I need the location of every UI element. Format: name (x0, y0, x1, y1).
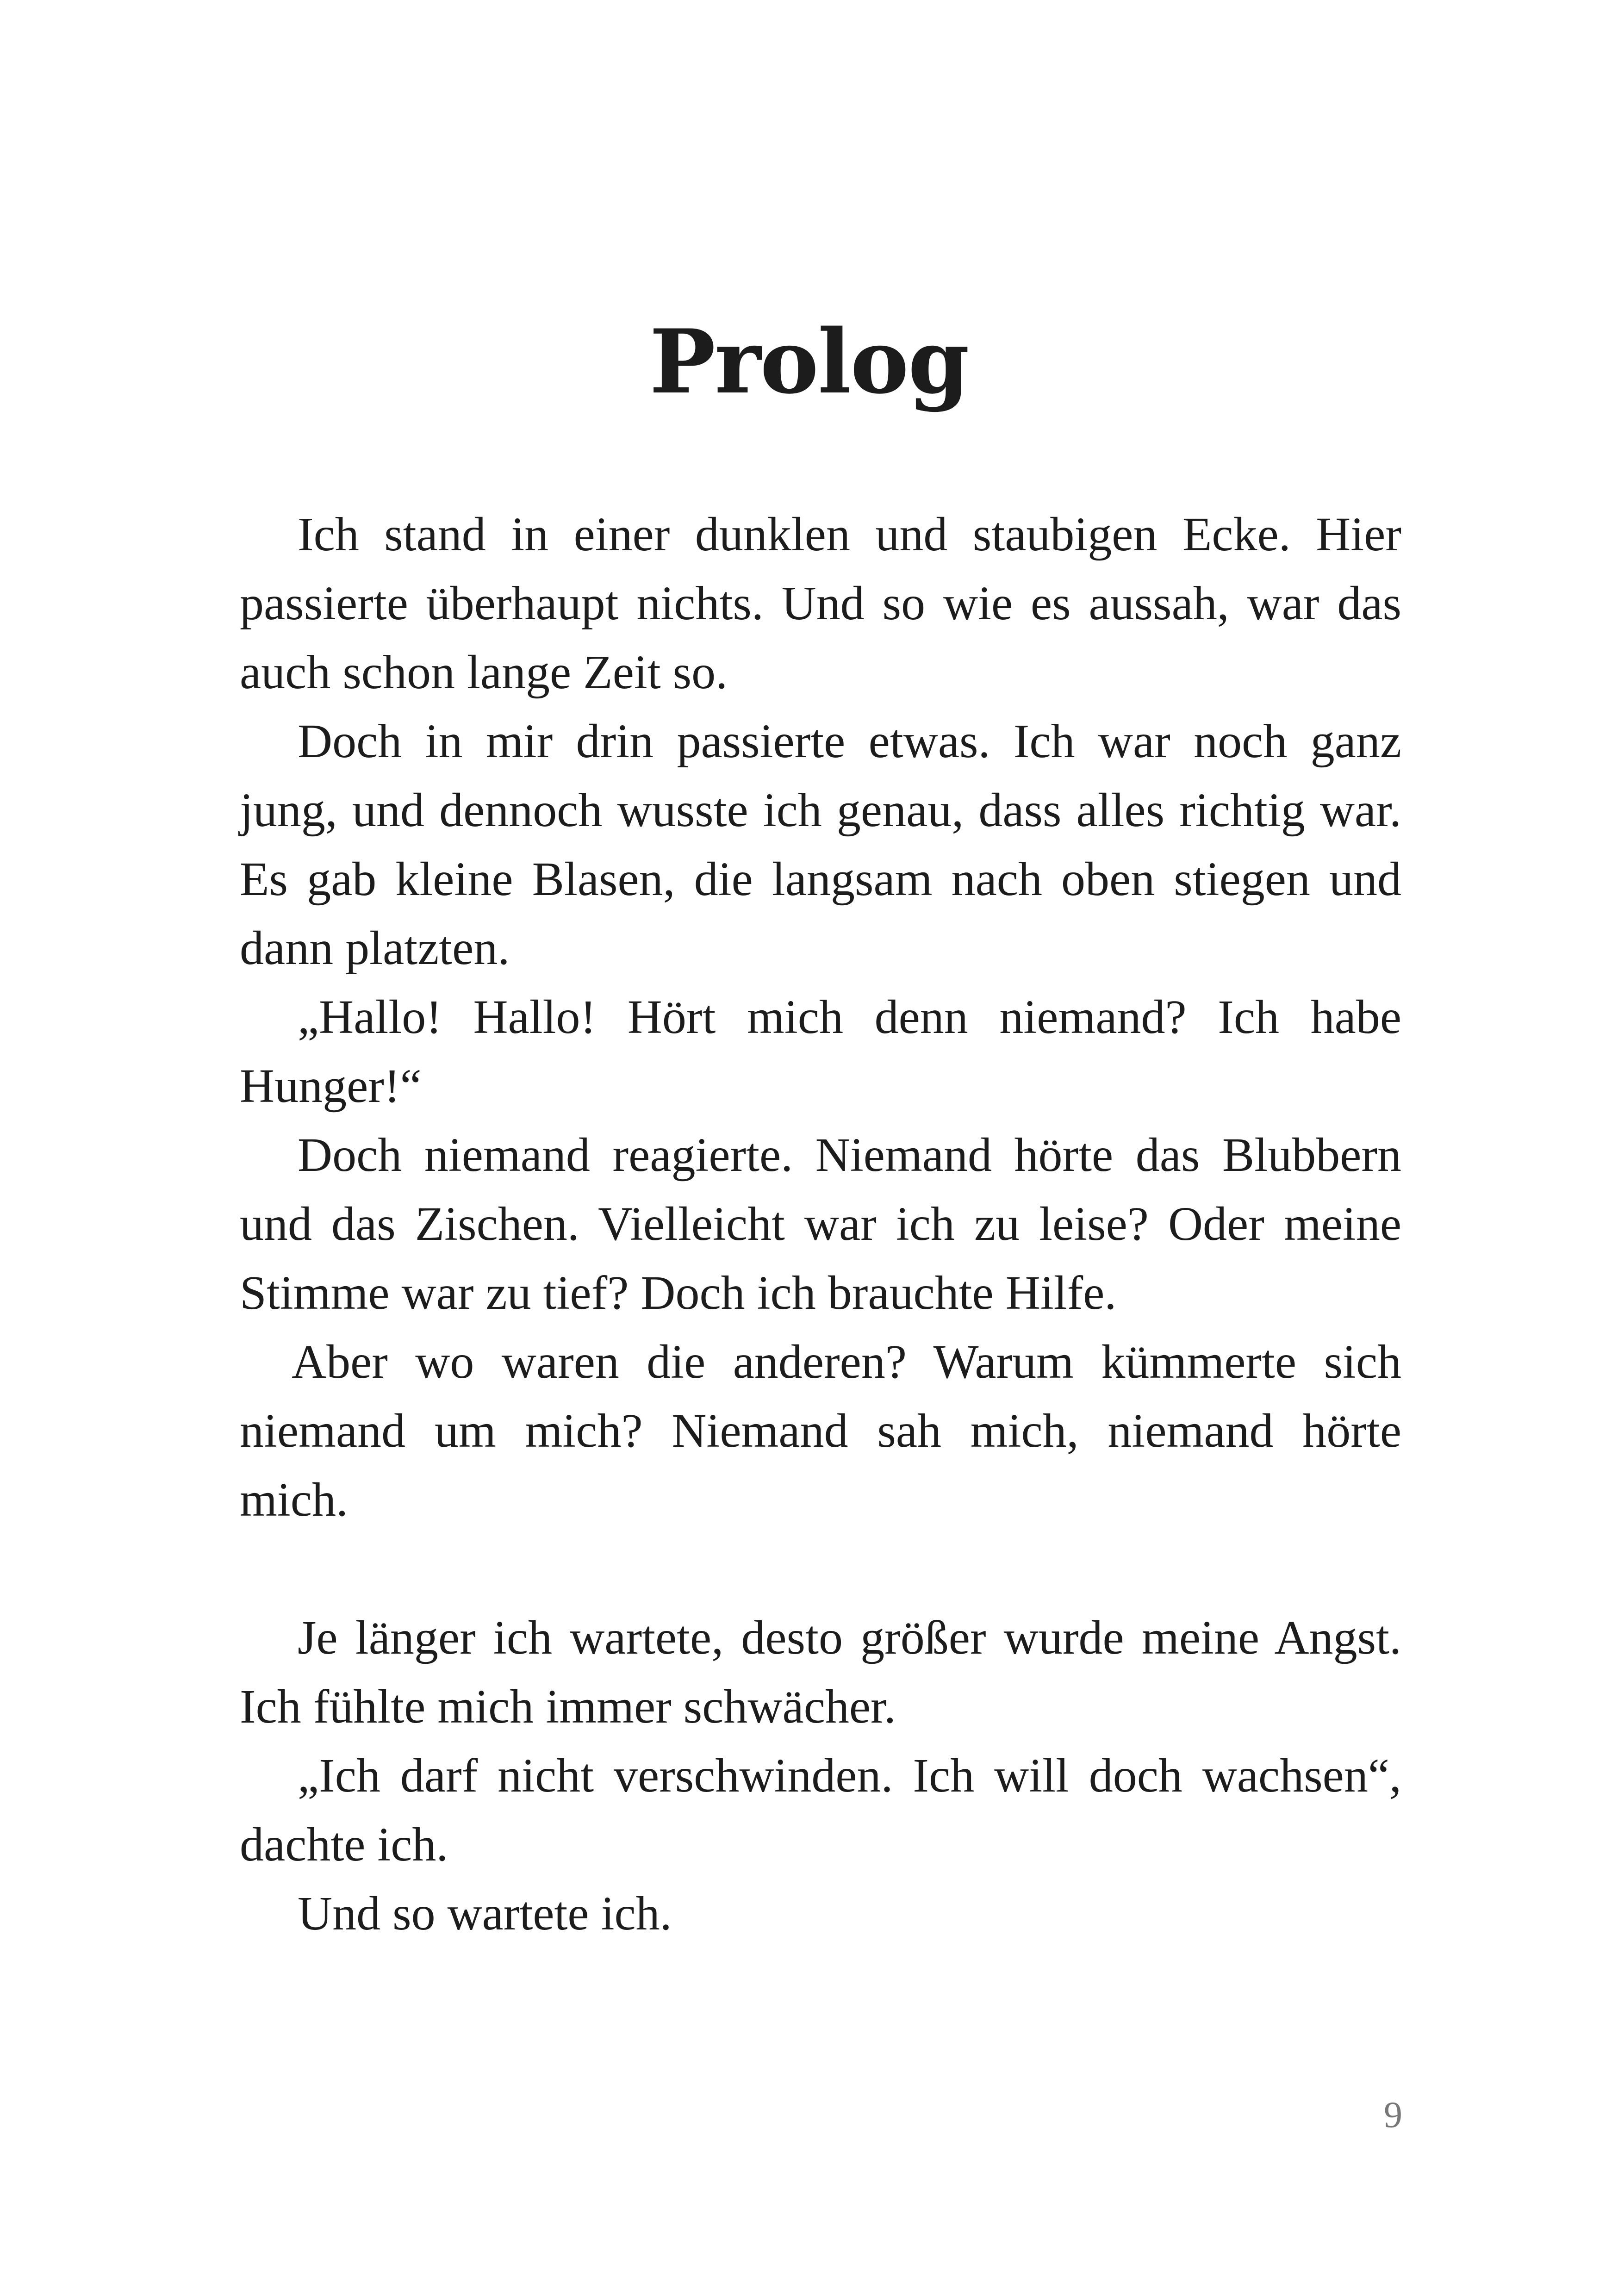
paragraph: Je länger ich wartete, desto größer wurde meine Angst. Ich fühlte mich immer schwächer. (240, 1611, 1401, 1733)
paragraph: Doch niemand reagierte. Niemand hörte das Blubbern und das Zischen. Vielleicht war ich zu leise? Oder meine Stimme war zu tief? Doch ich brauchte Hilfe. (240, 1128, 1401, 1319)
paragraph: „Hallo! Hallo! Hört mich denn niemand? Ich habe Hunger!“ (240, 990, 1401, 1113)
page-number: 9 (1384, 2095, 1402, 2135)
paragraph: Ich stand in einer dunklen und staubigen Ecke. Hier passierte überhaupt nichts. Und so wie es aussah, war das auch schon lange Zeit so. (240, 508, 1401, 699)
section-break (240, 1534, 1401, 1603)
paragraph: Aber wo waren die anderen? Warum kümmerte sich niemand um mich? Niemand sah mich, niemand hörte mich. (240, 1335, 1401, 1526)
paragraph: Doch in mir drin passierte etwas. Ich war noch ganz jung, und dennoch wusste ich genau, dass alles richtig war. Es gab kleine Blasen, die langsam nach oben stiegen und dann platzten. (240, 715, 1401, 975)
paragraph: „Ich darf nicht verschwinden. Ich will doch wachsen“, dachte ich. (240, 1749, 1401, 1871)
chapter-body (240, 500, 1401, 1948)
chapter-title: Prolog (649, 310, 969, 414)
paragraph: Und so wartete ich. (298, 1887, 672, 1940)
